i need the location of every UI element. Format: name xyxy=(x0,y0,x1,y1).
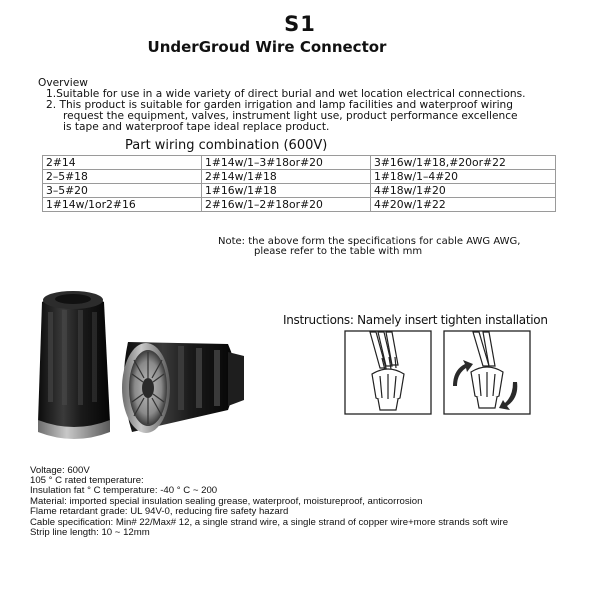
wiring-table xyxy=(42,155,556,212)
overview-line-1: 1.Suitable for use in a wide variety of direct burial and wet location electrical connections. xyxy=(46,88,526,100)
table-cell: 2#16w/1–2#18or#20 xyxy=(202,198,371,212)
spec-line: Material: imported special insulation sealing grease, waterproof, moistureproof, anticorrosion xyxy=(30,496,423,507)
instructions-heading: Instructions: Namely insert tighten installation xyxy=(283,313,548,327)
table-cell: 1#18w/1–4#20 xyxy=(371,170,556,184)
connector-photo xyxy=(28,282,260,452)
table-title: Part wiring combination (600V) xyxy=(125,138,328,153)
connector-left xyxy=(38,291,110,439)
note-line-1: Note: the above form the specifications for cable AWG AWG, xyxy=(218,236,521,247)
connector-right xyxy=(122,342,244,433)
table-row xyxy=(43,170,556,184)
table-row xyxy=(43,184,556,198)
table-cell: 1#14w/1–3#18or#20 xyxy=(202,156,371,170)
note-line-2: please refer to the table with mm xyxy=(254,246,423,257)
spec-line: Flame retardant grade: UL 94V-0, reducing fire safety hazard xyxy=(30,506,289,517)
overview-line-2c: is tape and waterproof tape ideal replace product. xyxy=(63,121,330,133)
overview-heading: Overview xyxy=(38,77,88,89)
overview-line-2a: 2. This product is suitable for garden irrigation and lamp facilities and waterproof wiring xyxy=(46,99,513,111)
page-title: S1 xyxy=(284,12,316,36)
table-cell: 3–5#20 xyxy=(43,184,202,198)
spec-line: Insulation fat ° C temperature: -40 ° C ~ 200 xyxy=(30,485,218,496)
table-cell: 1#14w/1or2#16 xyxy=(43,198,202,212)
page-subtitle: UnderGroud Wire Connector xyxy=(147,38,387,56)
table-cell: 4#18w/1#20 xyxy=(371,184,556,198)
overview-line-2b: request the equipment, valves, instrument light use, product performance excellence xyxy=(63,110,518,122)
spec-line: Cable specification: Min# 22/Max# 12, a single strand wire, a single strand of copper wire+more strands soft wire xyxy=(30,517,509,528)
table-cell: 2#14 xyxy=(43,156,202,170)
spec-line: Strip line length: 10 ~ 12mm xyxy=(30,527,150,538)
table-cell: 2–5#18 xyxy=(43,170,202,184)
table-cell: 4#20w/1#22 xyxy=(371,198,556,212)
table-cell: 1#16w/1#18 xyxy=(202,184,371,198)
table-cell: 2#14w/1#18 xyxy=(202,170,371,184)
table-cell: 3#16w/1#18,#20or#22 xyxy=(371,156,556,170)
table-row xyxy=(43,156,556,170)
table-row xyxy=(43,198,556,212)
twist-tighten-diagram xyxy=(443,330,531,415)
spec-line: Voltage: 600V xyxy=(30,465,90,476)
spec-line: 105 ° C rated temperature: xyxy=(30,475,144,486)
insert-wires-diagram xyxy=(344,330,432,415)
